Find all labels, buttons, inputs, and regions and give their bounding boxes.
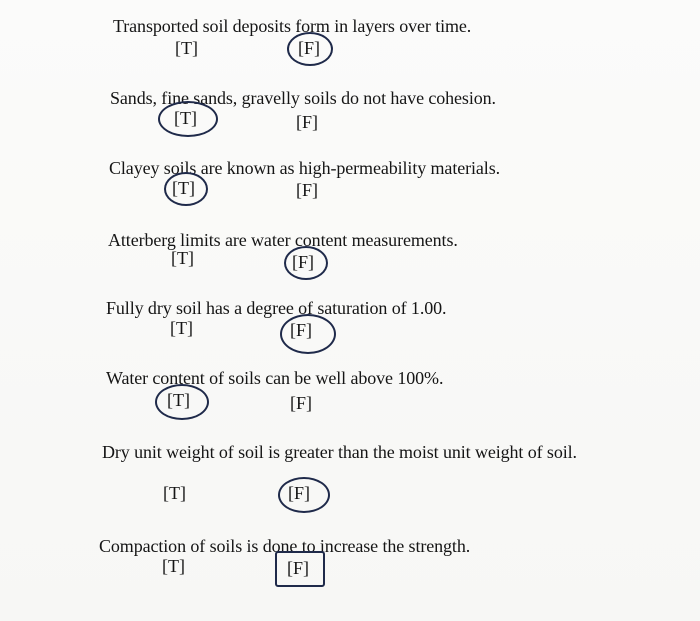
question-7-false-option: [F]	[288, 483, 310, 503]
question-2-true-option: [T]	[174, 108, 197, 128]
question-4-true-option: [T]	[171, 248, 194, 268]
question-1-text: Transported soil deposits form in layers over time.	[113, 16, 472, 36]
question-5-false-option: [F]	[290, 320, 312, 340]
question-3-false-option: [F]	[296, 180, 318, 200]
question-3-true-option: [T]	[172, 178, 195, 198]
question-4-false-option: [F]	[292, 252, 314, 272]
question-3-text: Clayey soils are known as high-permeability materials.	[109, 158, 500, 178]
question-5-true-option: [T]	[170, 318, 193, 338]
question-8-true-option: [T]	[162, 556, 185, 576]
question-8-text: Compaction of soils is done to increase the strength.	[99, 536, 471, 556]
question-8-false-option: [F]	[287, 558, 309, 578]
question-6-true-option: [T]	[167, 390, 190, 410]
question-6-text: Water content of soils can be well above 100%.	[106, 368, 444, 388]
question-4-text: Atterberg limits are water content measurements.	[108, 230, 458, 250]
question-1-false-option: [F]	[298, 38, 320, 58]
question-5-text: Fully dry soil has a degree of saturation of 1.00.	[106, 298, 447, 318]
question-7-true-option: [T]	[163, 483, 186, 503]
question-7-text: Dry unit weight of soil is greater than the moist unit weight of soil.	[102, 442, 577, 462]
question-2-text: Sands, fine sands, gravelly soils do not have cohesion.	[110, 88, 496, 108]
question-2-false-option: [F]	[296, 112, 318, 132]
question-1-true-option: [T]	[175, 38, 198, 58]
question-6-false-option: [F]	[290, 393, 312, 413]
